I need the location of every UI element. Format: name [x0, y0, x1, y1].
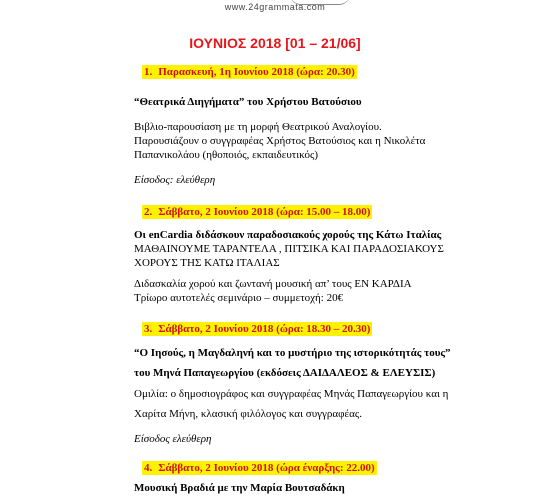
event-number: 1.	[144, 66, 153, 78]
event-4-header	[142, 461, 377, 475]
event-3-author: του Μηνά Παπαγεωργίου (εκδόσεις ΔΑΙΔΑΛΕΟΣ & ΕΛΕΥΣΙΣ)	[134, 367, 436, 379]
event-2-description: Διδασκαλία χορού και ζωντανή μουσική απ’ τους ΕΝ ΚΑΡΔΙΑ	[134, 278, 412, 290]
event-1-description: Βιβλιο-παρουσίαση με τη μορφή Θεατρικού Αναλογίου.	[134, 121, 382, 133]
event-3-title: “Ο Ιησούς, η Μαγδαληνή και το μυστήριο της ιστορικότητάς τους”	[134, 347, 451, 359]
event-2-subtitle: ΜΑΘΑΙΝΟΥΜΕ ΤΑΡΑΝΤΕΛΑ , ΠΙΤΣΙΚΑ ΚΑΙ ΠΑΡΑΔΟΣΙΑΚΟΥΣ	[134, 243, 444, 255]
page-title: ΙΟΥΝΙΟΣ 2018 [01 – 21/06]	[189, 35, 361, 51]
event-3-description: Ομιλία: ο δημοσιογράφος και συγγραφέας Μηνάς Παπαγεωργίου και η	[134, 388, 449, 400]
event-number: 2.	[144, 206, 153, 218]
event-3-header	[142, 322, 372, 336]
event-3-description: Χαρίτα Μήνη, κλασική φιλόλογος και συγγραφέας.	[134, 408, 362, 420]
event-2-subtitle: ΧΟΡΟΥΣ ΤΗΣ ΚΑΤΩ ΙΤΑΛΙΑΣ	[134, 257, 280, 269]
event-1-title: “Θεατρικά Διηγήματα” του Χρήστου Βατούσιου	[134, 96, 362, 108]
event-date: Σάββατο, 2 Ιουνίου 2018 (ώρα: 18.30 – 20.30)	[158, 323, 371, 335]
event-2-title: Οι enCardia διδάσκουν παραδοσιακούς χορούς της Κάτω Ιταλίας	[134, 229, 442, 241]
event-1-description: Παρουσιάζουν ο συγγραφέας Χρήστος Βατούσιος και η Νικολέτα	[134, 135, 426, 147]
event-date: Σάββατο, 2 Ιουνίου 2018 (ώρα έναρξης: 22.00)	[158, 462, 375, 474]
event-1-header	[142, 65, 357, 79]
event-date: Παρασκευή, 1η Ιουνίου 2018 (ώρα: 20.30)	[158, 66, 355, 78]
event-date: Σάββατο, 2 Ιουνίου 2018 (ώρα: 15.00 – 18.00)	[158, 206, 371, 218]
event-number: 3.	[144, 323, 153, 335]
event-2-header	[142, 205, 372, 219]
site-url: www.24grammata.com	[224, 2, 326, 12]
event-1-entry: Είσοδος: ελεύθερη	[134, 174, 216, 186]
event-1-description: Παπανικολάου (ηθοποιός, εκπαιδευτικός)	[134, 149, 318, 161]
event-number: 4.	[144, 462, 153, 474]
event-4-title: Μουσική Βραδιά με την Μαρία Βουτσαδάκη	[134, 482, 345, 494]
event-2-price: Τρίωρο αυτοτελές σεμινάριο – συμμετοχή: 20€	[134, 292, 344, 304]
event-3-entry: Είσοδος ελεύθερη	[134, 433, 212, 445]
